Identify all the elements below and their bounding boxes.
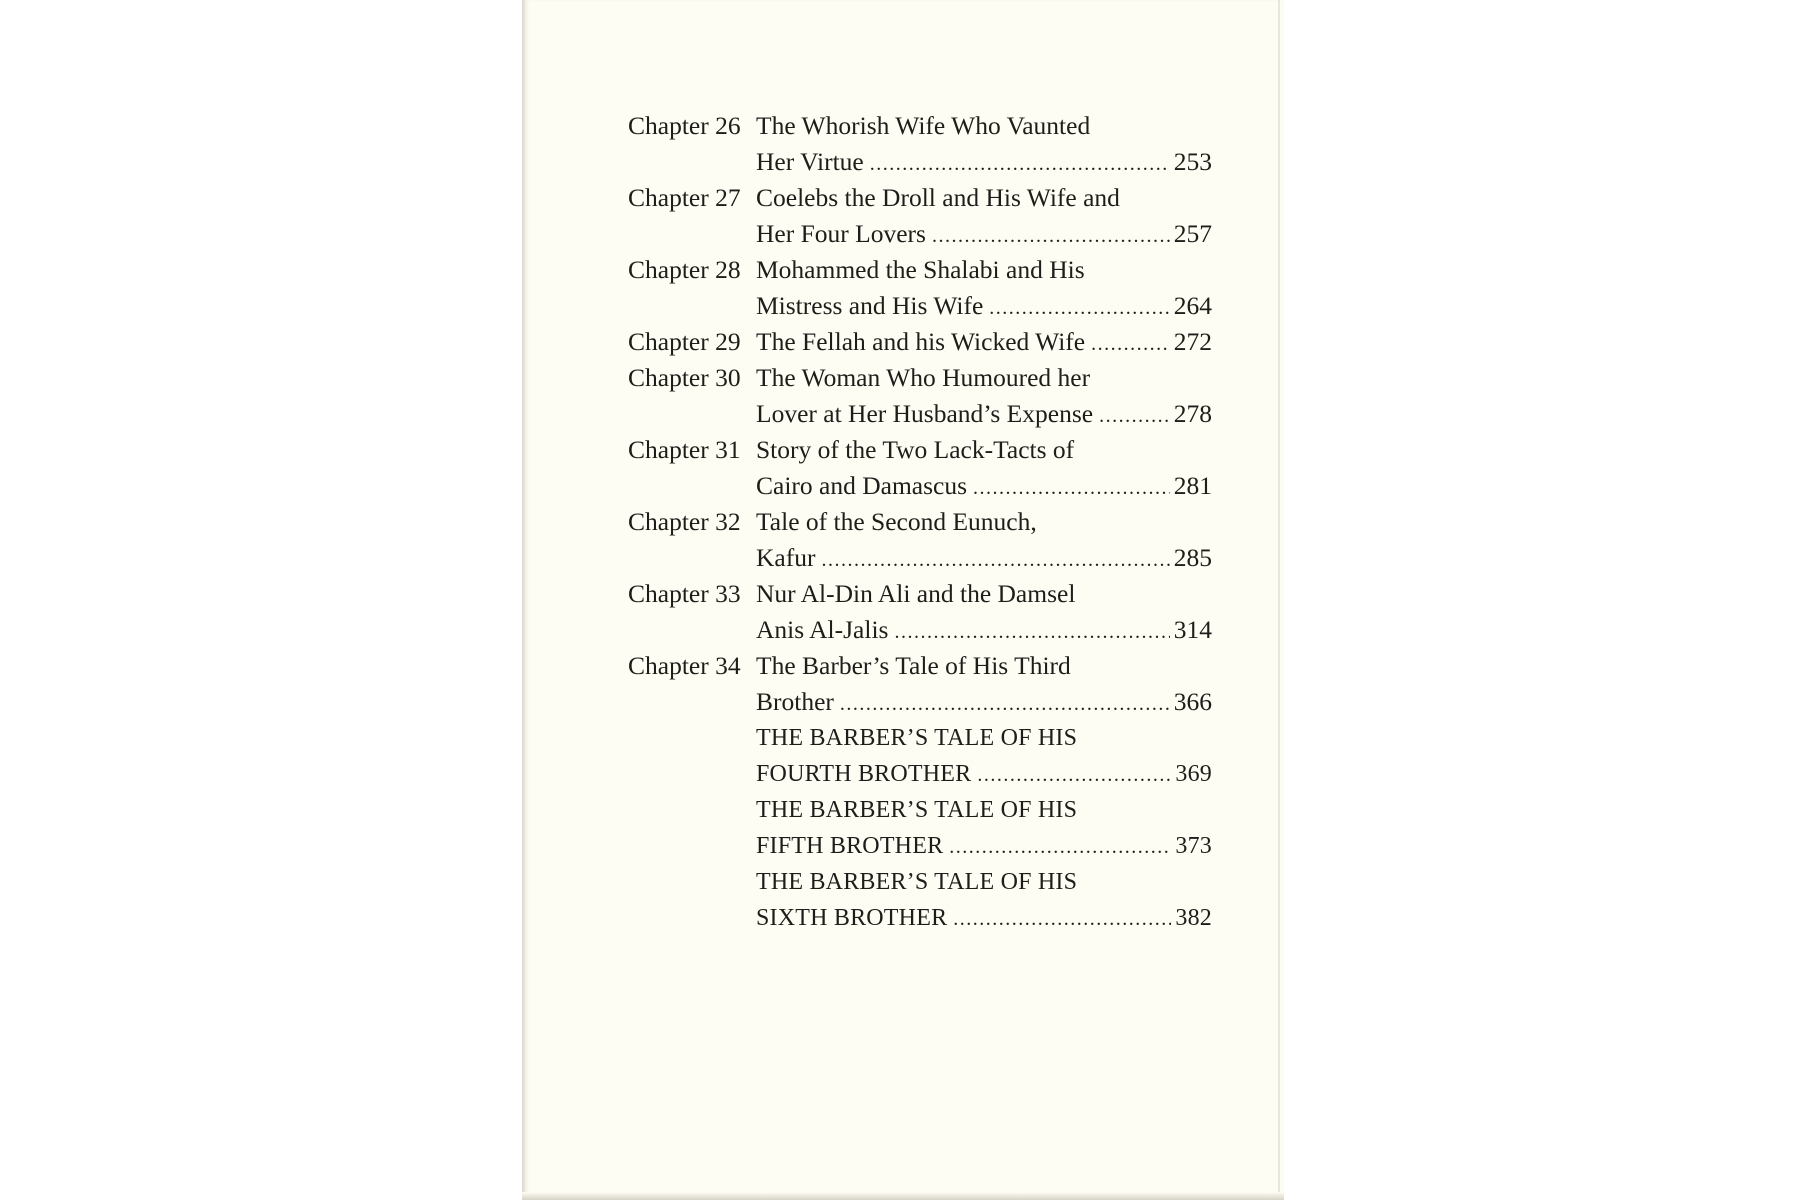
chapter-label: Chapter 33	[628, 579, 741, 608]
chapter-title-cont: Mistress and His Wife	[756, 291, 984, 320]
dot-leader	[989, 290, 1169, 326]
chapter-label: Chapter 28	[628, 255, 741, 284]
toc-entry-line	[628, 360, 1228, 396]
dot-leader	[949, 829, 1171, 865]
subentry-title-cont: FIFTH BROTHER	[756, 833, 944, 859]
toc-entry-line	[628, 396, 1228, 432]
page-number: 369	[1175, 761, 1212, 787]
toc-entry-line	[628, 324, 1228, 360]
dot-leader	[870, 146, 1170, 182]
subentry-title: THE BARBER’S TALE OF HIS	[756, 725, 1078, 751]
dot-leader	[840, 686, 1170, 722]
page-number: 382	[1175, 905, 1212, 931]
dot-leader	[821, 542, 1169, 578]
chapter-title: Tale of the Second Eunuch,	[756, 507, 1037, 536]
chapter-title-cont: Cairo and Damascus	[756, 471, 968, 500]
chapter-title: Story of the Two Lack-Tacts of	[756, 435, 1075, 464]
chapter-label: Chapter 31	[628, 435, 741, 464]
page-number: 285	[1173, 543, 1212, 572]
dot-leader	[1091, 326, 1170, 362]
chapter-title: Coelebs the Droll and His Wife and	[756, 183, 1120, 212]
page-number: 257	[1173, 219, 1212, 248]
subentry-title: THE BARBER’S TALE OF HIS	[756, 869, 1078, 895]
toc-subentry-line	[628, 864, 1228, 900]
toc-entry-line	[628, 612, 1228, 648]
toc-entry-line	[628, 252, 1228, 288]
chapter-title: The Whorish Wife Who Vaunted	[756, 111, 1091, 140]
page-bottom-edge	[522, 1192, 1284, 1200]
page-number: 253	[1173, 147, 1212, 176]
page-number: 314	[1173, 615, 1212, 644]
toc-subentry-line	[628, 756, 1228, 792]
dot-leader	[932, 218, 1170, 254]
toc-entry-line	[628, 468, 1228, 504]
chapter-label: Chapter 32	[628, 507, 741, 536]
subentry-title-cont: SIXTH BROTHER	[756, 905, 948, 931]
toc-entry-line	[628, 432, 1228, 468]
toc-subentry-line	[628, 720, 1228, 756]
chapter-title-cont: Her Virtue	[756, 147, 864, 176]
page-edge	[1278, 0, 1280, 1200]
chapter-title-cont: Brother	[756, 687, 834, 716]
dot-leader	[953, 901, 1171, 937]
dot-leader	[1099, 398, 1170, 434]
page-number: 278	[1173, 399, 1212, 428]
page-number: 281	[1173, 471, 1212, 500]
page-number: 272	[1173, 327, 1212, 356]
toc-entry-line	[628, 288, 1228, 324]
toc-subentry-line	[628, 828, 1228, 864]
dot-leader	[977, 757, 1171, 793]
chapter-label: Chapter 26	[628, 111, 741, 140]
chapter-title: Mohammed the Shalabi and His	[756, 255, 1085, 284]
subentry-title: THE BARBER’S TALE OF HIS	[756, 797, 1078, 823]
toc-entry-line	[628, 144, 1228, 180]
toc-entry-line	[628, 216, 1228, 252]
chapter-title-cont: Kafur	[756, 543, 816, 572]
chapter-label: Chapter 27	[628, 183, 741, 212]
toc-entry-line	[628, 180, 1228, 216]
dot-leader	[973, 470, 1170, 506]
toc-entry-line	[628, 540, 1228, 576]
table-of-contents	[628, 108, 1228, 936]
toc-entry-line	[628, 108, 1228, 144]
toc-entry-line	[628, 504, 1228, 540]
toc-entry-line	[628, 648, 1228, 684]
chapter-title-cont: Lover at Her Husband’s Expense	[756, 399, 1094, 428]
page-number: 373	[1175, 833, 1212, 859]
chapter-label: Chapter 29	[628, 327, 741, 356]
toc-entry-line	[628, 576, 1228, 612]
subentry-title-cont: FOURTH BROTHER	[756, 761, 972, 787]
chapter-label: Chapter 30	[628, 363, 741, 392]
toc-entry-line	[628, 684, 1228, 720]
toc-subentry-line	[628, 900, 1228, 936]
chapter-title-cont: Anis Al-Jalis	[756, 615, 889, 644]
chapter-title: The Barber’s Tale of His Third	[756, 651, 1071, 680]
dot-leader	[894, 614, 1169, 650]
book-page	[522, 0, 1284, 1200]
chapter-title: The Woman Who Humoured her	[756, 363, 1091, 392]
toc-subentry-line	[628, 792, 1228, 828]
chapter-title: The Fellah and his Wicked Wife	[756, 327, 1086, 356]
chapter-title-cont: Her Four Lovers	[756, 219, 926, 248]
chapter-title: Nur Al-Din Ali and the Damsel	[756, 579, 1076, 608]
page-number: 264	[1173, 291, 1212, 320]
page-number: 366	[1173, 687, 1212, 716]
chapter-label: Chapter 34	[628, 651, 741, 680]
